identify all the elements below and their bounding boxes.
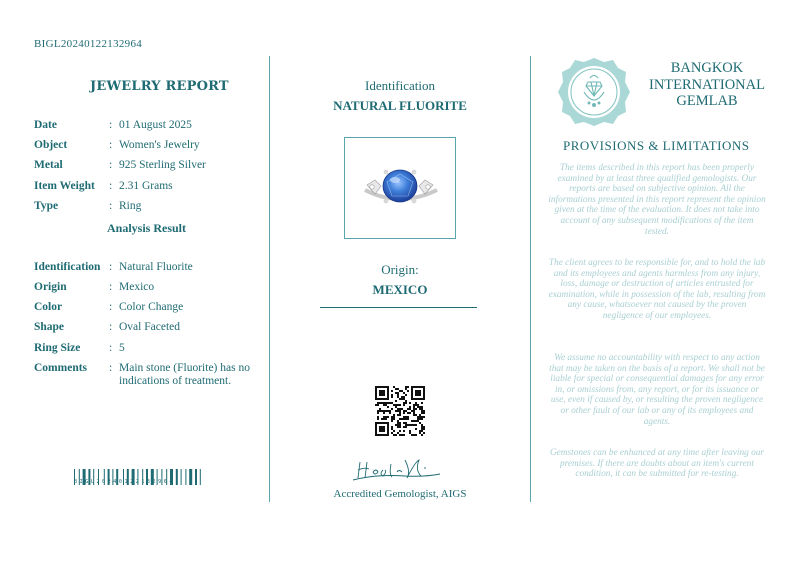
signature-caption: Accredited Gemologist, AIGS [333,488,467,500]
lab-name [646,60,768,110]
origin-divider [320,307,477,308]
field-value: Oval Faceted [119,321,180,333]
field-label: Metal [34,159,63,171]
field-label: Ring Size [34,342,81,354]
field-value: 01 August 2025 [119,119,192,131]
ring-image [345,138,455,238]
field-separator: : [109,342,113,354]
field-separator: : [109,159,113,171]
field-value: Natural Fluorite [119,261,193,273]
qr-code [375,386,425,436]
field-value: 925 Sterling Silver [119,159,206,171]
lab-name-line: GEMLAB [676,93,738,109]
field-separator: : [109,301,113,313]
field-label: Item Weight [34,180,95,192]
field-separator: : [109,261,113,273]
field-label: Color [34,301,63,313]
gem-photo [344,137,456,239]
field-label: Shape [34,321,65,333]
field-label: Origin [34,281,67,293]
lab-name-line: INTERNATIONAL [649,76,765,93]
divider-right [530,56,531,502]
field-separator: : [109,362,113,374]
provisions-heading: PROVISIONS & LIMITATIONS [563,138,750,153]
provisions-paragraph: The items described in this report has been properly examined by at least three qualified gemologists. Our reports are based on subjective opinion. All the informations presented in this report represent the opinion given at the time of the evaluation. It does not take into account of any subsequent modifications of the item tested. [548,163,766,237]
provisions-paragraph: We assume no accountability with respect to any action that may be taken on the basis of a report. We shall not be liable for special or consequential damages for any error in, or omissions from, any report, or for its issuance or use, even if caused by, or resulting the proven negligence or other fault of our lab or any of its employees and agents. [549,353,765,427]
provisions-paragraph: Gemstones can be enhanced at any time after leaving our premises. If there are doubts about an item's current condition, it can be submitted for re-testing. [549,448,765,480]
report-title: JEWELRY REPORT [90,79,229,94]
field-separator: : [109,200,113,212]
field-value: 2.31 Grams [119,180,173,192]
field-separator: : [109,281,113,293]
field-separator: : [109,180,113,192]
identification-value: NATURAL FLUORITE [333,98,467,113]
origin-label: Origin: [381,262,419,277]
field-value: Women's Jewelry [119,139,200,151]
field-label: Comments [34,362,88,374]
field-label: Type [34,200,59,212]
field-separator: : [109,119,113,131]
field-separator: : [109,321,113,333]
field-label: Identification [34,261,101,273]
field-value: Main stone (Fluorite) has no indications of treatment. [119,362,250,387]
lab-logo-icon [558,56,630,128]
field-value: Color Change [119,301,184,313]
origin-value: MEXICO [372,282,428,297]
identification-label: Identification [364,78,436,93]
signature-image [345,450,445,490]
field-value: Mexico [119,281,155,293]
analysis-result-heading: Analysis Result [107,221,187,235]
field-separator: : [109,139,113,151]
report-id: BIGL20240122132964 [34,38,143,50]
provisions-paragraph: The client agrees to be responsible for, and to hold the lab and its employees and agents harmless from any injury, loss, damage or destruction of articles entrusted for examination, while in possession of the lab, resulting from any cause, whatsoever not caused by the proven negligence of our employees. [548,258,766,321]
field-label: Date [34,119,57,131]
field-value: Ring [119,200,142,212]
field-value: 5 [119,342,125,354]
lab-name-line: BANGKOK [670,60,744,76]
barcode-text: BIGL20240122132964 [74,479,175,485]
field-label: Object [34,139,68,151]
